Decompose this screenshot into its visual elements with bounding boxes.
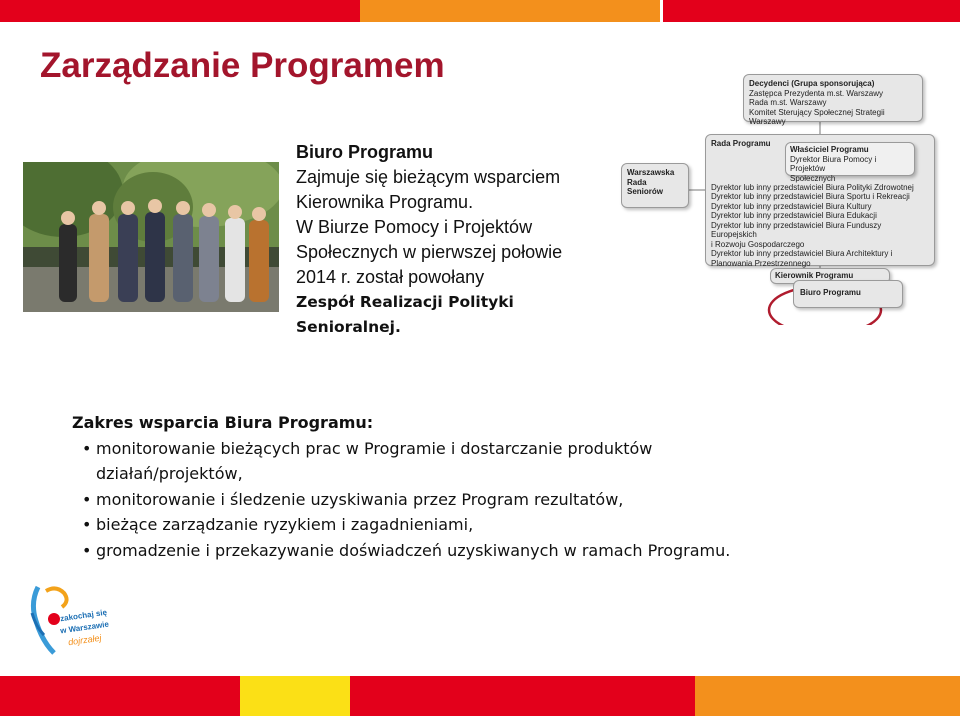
seniors-council-line: Rada xyxy=(627,177,647,187)
program-council-line: Dyrektor lub inny przedstawiciel Biura Architektury i xyxy=(711,249,893,258)
team-photo xyxy=(23,162,279,312)
program-council-line: Dyrektor lub inny przedstawiciel Biura Sportu i Rekreacji xyxy=(711,192,910,201)
program-council-line: Planowania Przestrzennego xyxy=(711,258,811,268)
intro-line-4: W Biurze Pomocy i Projektów xyxy=(296,217,533,237)
program-council-title: Rada Programu xyxy=(711,139,771,148)
support-list xyxy=(72,436,952,564)
sponsors-line: Rada m.st. Warszawy xyxy=(749,98,827,107)
program-council-line: i Rozwoju Gospodarczego xyxy=(711,239,805,249)
seniors-council-line: Warszawska xyxy=(627,168,675,177)
intro-line-5: Społecznych w pierwszej połowie xyxy=(296,242,563,262)
intro-text xyxy=(296,140,616,340)
campaign-logo xyxy=(24,583,116,658)
bottom-color-bar xyxy=(0,676,960,716)
program-office-label: Biuro Programu xyxy=(800,288,861,297)
top-bar-red xyxy=(0,0,360,22)
program-owner-line: Społecznych xyxy=(790,173,836,183)
program-owner-title: Właściciel Programu xyxy=(790,145,869,154)
program-owner-box xyxy=(785,142,915,183)
page-title: Zarządzanie Programem xyxy=(40,46,445,85)
support-item: • monitorowanie bieżących prac w Programie i dostarczanie produktów działań/projektów, xyxy=(72,436,706,487)
top-bar-orange xyxy=(360,0,660,22)
program-council-line: Dyrektor lub inny przedstawiciel Biura Kultury xyxy=(711,201,872,211)
sponsors-line: Komitet Sterujący Społecznej Strategii Warszawy xyxy=(749,107,885,126)
sponsors-box xyxy=(743,74,923,126)
support-item: • gromadzenie i przekazywanie doświadczeń uzyskiwanych w ramach Programu. xyxy=(72,538,952,564)
sponsors-title: Decydenci (Grupa sponsorująca) xyxy=(749,79,875,88)
program-council-line: Dyrektor lub inny przedstawiciel Biura Funduszy Europejskich xyxy=(711,220,882,239)
program-council-line: Dyrektor lub inny przedstawiciel Biura Polityki Zdrowotnej xyxy=(711,182,914,192)
intro-line-1: Biuro Programu xyxy=(296,142,434,162)
bottom-bar-red xyxy=(0,676,240,716)
bottom-bar-yellow xyxy=(240,676,350,716)
support-item: • bieżące zarządzanie ryzykiem i zagadnieniami, xyxy=(72,512,952,538)
intro-line-7: Zespół Realizacji Polityki Senioralnej. xyxy=(296,293,514,336)
intro-line-3: Kierownika Programu. xyxy=(296,192,474,212)
bottom-bar-orange xyxy=(695,676,960,716)
seniors-council-line: Seniorów xyxy=(627,187,664,196)
support-item: • monitorowanie i śledzenie uzyskiwania przez Program rezultatów, xyxy=(72,487,952,513)
program-council-line: Dyrektor lub inny przedstawiciel Biura Edukacji xyxy=(711,211,877,220)
program-office-box xyxy=(793,280,903,308)
program-manager-label: Kierownik Programu xyxy=(775,271,854,280)
top-bar-red-2 xyxy=(663,0,960,22)
program-owner-line: Dyrektor Biura Pomocy i Projektów xyxy=(790,154,877,173)
intro-line-6: 2014 r. został powołany xyxy=(296,267,485,287)
seniors-council-box xyxy=(621,163,689,208)
sponsors-line: Zastępca Prezydenta m.st. Warszawy xyxy=(749,88,883,98)
support-heading: Zakres wsparcia Biura Programu: xyxy=(72,413,374,432)
top-color-bar xyxy=(0,0,960,22)
intro-line-2: Zajmuje się bieżącym wsparciem xyxy=(296,167,561,187)
bottom-bar-red-2 xyxy=(350,676,695,716)
logo-text-1: zakochaj się xyxy=(59,607,108,624)
org-chart xyxy=(615,70,955,325)
logo-text-3: dojrzałej xyxy=(67,632,103,648)
support-scope xyxy=(72,410,952,563)
logo-text-2: w Warszawie xyxy=(59,619,110,636)
